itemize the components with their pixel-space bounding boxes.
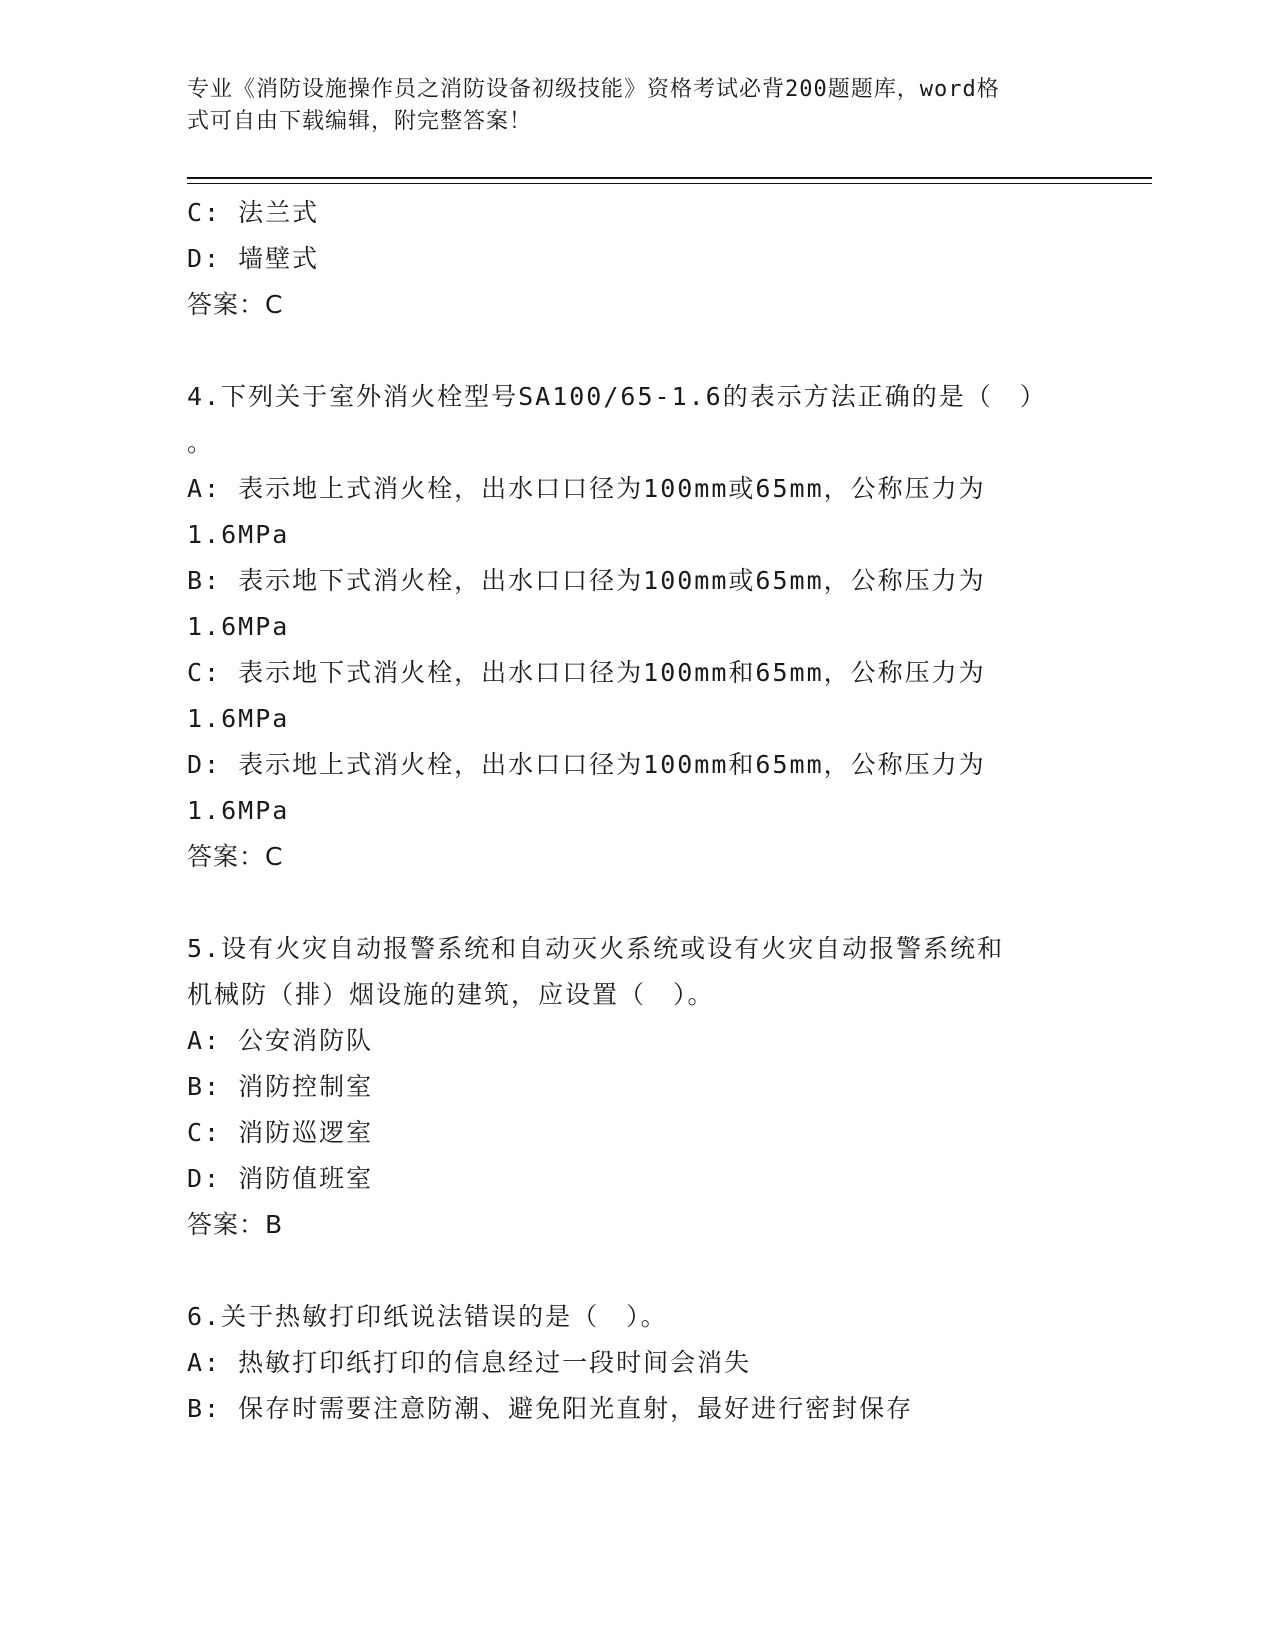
page-header	[187, 74, 1067, 138]
question-stem-continued: 机械防（排）烟设施的建筑，应设置（ ）。	[187, 980, 715, 1009]
question-list	[187, 190, 1067, 1432]
spacer	[187, 328, 1067, 374]
option-c: C: 表示地下式消火栓，出水口口径为100mm和65mm，公称压力为	[187, 658, 986, 687]
answer-line: 答案：C	[187, 290, 284, 319]
option-b-continued: 1.6MPa	[187, 612, 290, 641]
option-a-continued: 1.6MPa	[187, 520, 290, 549]
header-divider-thick	[187, 177, 1152, 179]
question-4	[187, 374, 1067, 880]
option-d: D: 消防值班室	[187, 1164, 374, 1193]
previous-question-tail	[187, 190, 1067, 328]
option-d: D: 表示地上式消火栓，出水口口径为100mm和65mm，公称压力为	[187, 750, 986, 779]
option-b: B: 消防控制室	[187, 1072, 374, 1101]
option-b: B: 保存时需要注意防潮、避免阳光直射，最好进行密封保存	[187, 1394, 914, 1423]
spacer	[187, 880, 1067, 926]
question-stem: 5.设有火灾自动报警系统和自动灭火系统或设有火灾自动报警系统和	[187, 934, 1005, 963]
header-line-1: 专业《消防设施操作员之消防设备初级技能》资格考试必背200题题库，word格	[187, 77, 1000, 102]
header-divider-thin	[187, 183, 1152, 184]
option-c-continued: 1.6MPa	[187, 704, 290, 733]
answer-line: 答案：C	[187, 842, 284, 871]
question-stem: 6.关于热敏打印纸说法错误的是（ ）。	[187, 1302, 668, 1331]
option-d-continued: 1.6MPa	[187, 796, 290, 825]
answer-line: 答案：B	[187, 1210, 284, 1239]
header-line-2: 式可自由下载编辑，附完整答案！	[187, 109, 533, 134]
option-c: C: 消防巡逻室	[187, 1118, 374, 1147]
option-a: A: 热敏打印纸打印的信息经过一段时间会消失	[187, 1348, 752, 1377]
option-d: D: 墙壁式	[187, 244, 320, 273]
question-stem-continued: 。	[187, 428, 215, 457]
option-c: C: 法兰式	[187, 198, 320, 227]
option-a: A: 公安消防队	[187, 1026, 374, 1055]
spacer	[187, 1248, 1067, 1294]
option-b: B: 表示地下式消火栓，出水口口径为100mm或65mm，公称压力为	[187, 566, 986, 595]
question-5	[187, 926, 1067, 1248]
question-stem: 4.下列关于室外消火栓型号SA100/65-1.6的表示方法正确的是（ ）	[187, 382, 1047, 411]
option-a: A: 表示地上式消火栓，出水口口径为100mm或65mm，公称压力为	[187, 474, 986, 503]
question-6	[187, 1294, 1067, 1432]
